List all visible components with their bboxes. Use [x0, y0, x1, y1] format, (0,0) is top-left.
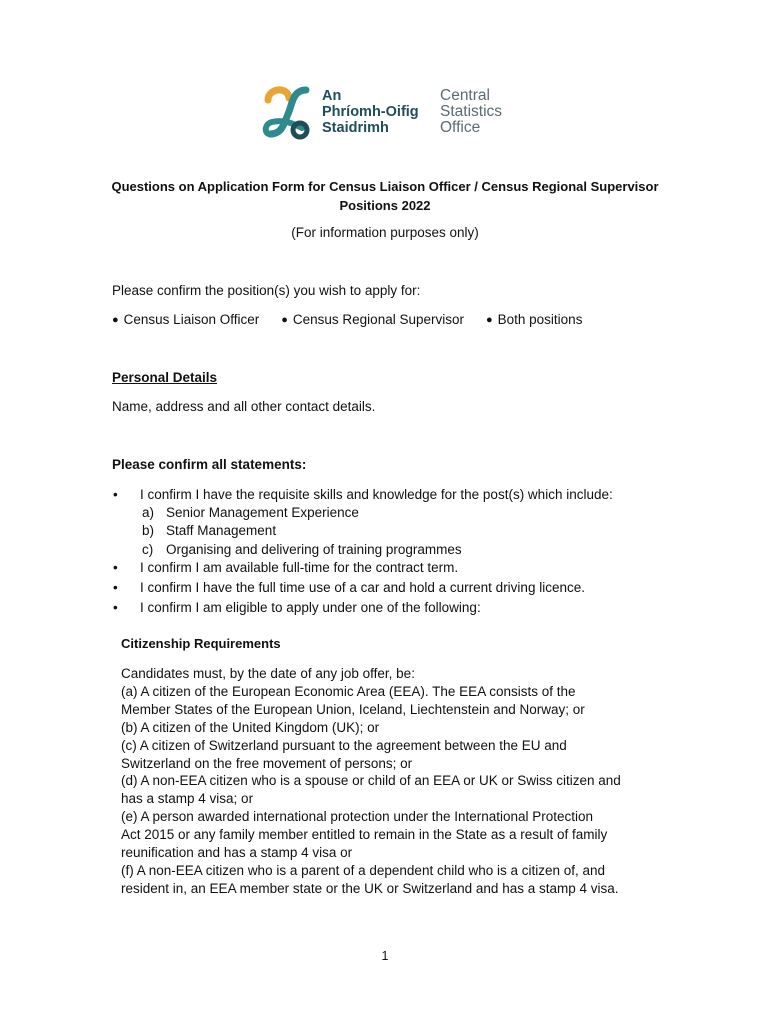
option-marker-icon: ● [112, 313, 119, 326]
option-label: Both positions [497, 312, 583, 327]
statement-text: I confirm I have the full time use of a car and hold a current driving licence. [140, 580, 585, 596]
position-prompt: Please confirm the position(s) you wish to apply for: [112, 283, 421, 298]
statement-item [113, 559, 713, 577]
citizenship-line: (e) A person awarded international protection under the International Protection [121, 809, 594, 825]
citizenship-line: resident in, an EEA member state or the UK or Switzerland and has a stamp 4 visa. [121, 880, 619, 896]
option-census-regional-supervisor[interactable] [281, 312, 464, 327]
citizenship-line: reunification and has a stamp 4 visa or [121, 845, 353, 861]
bullet-icon: • [113, 487, 118, 502]
position-options [112, 312, 582, 327]
bullet-icon: • [113, 600, 118, 616]
logo-irish-line: Staidrimh [322, 120, 389, 136]
statement-sub-item [113, 541, 713, 559]
citizenship-line: Candidates must, by the date of any job offer, be: [121, 666, 415, 681]
logo-english-line: Central [440, 87, 490, 104]
citizenship-line: (d) A non-EEA citizen who is a spouse or child of an EEA or UK or Swiss citizen and [121, 773, 621, 789]
bullet-icon: • [113, 580, 118, 596]
title-line: Positions 2022 [339, 198, 431, 213]
citizenship-line: (f) A non-EEA citizen who is a parent of a dependent child who is a citizen of, and [121, 862, 606, 878]
statement-sub-item [113, 522, 713, 540]
logo-irish-line: Phríomh-Oifig [322, 104, 419, 120]
statements-list [113, 486, 713, 617]
option-marker-icon: ● [281, 313, 288, 326]
option-both-positions[interactable] [486, 312, 582, 327]
sub-item-label: c) [142, 541, 154, 557]
citizenship-line: Member States of the European Union, Iceland, Liechtenstein and Norway; or [121, 701, 585, 717]
sub-item-text: Senior Management Experience [166, 505, 359, 521]
sub-item-text: Organising and delivering of training programmes [166, 541, 462, 557]
statement-text: I confirm I have the requisite skills and knowledge for the post(s) which include: [140, 487, 613, 502]
citizenship-line: Act 2015 or any family member entitled to remain in the State as a result of family [121, 827, 608, 843]
citizenship-heading: Citizenship Requirements [121, 636, 281, 651]
logo-irish-text [322, 88, 419, 136]
sub-item-text: Staff Management [166, 523, 277, 539]
document-title [60, 177, 710, 215]
statement-item [113, 599, 713, 617]
logo-english-text [440, 88, 502, 136]
option-label: Census Regional Supervisor [292, 312, 464, 327]
citizenship-line: has a stamp 4 visa; or [121, 791, 254, 807]
logo-irish-line: An [322, 88, 342, 104]
citizenship-line: (c) A citizen of Switzerland pursuant to the agreement between the EU and [121, 737, 567, 753]
cso-logo-mark-icon [262, 84, 314, 140]
option-census-liaison-officer[interactable] [112, 312, 259, 327]
option-marker-icon: ● [485, 313, 493, 326]
title-line: Questions on Application Form for Census Liaison Officer / Census Regional Supervisor [111, 179, 659, 194]
citizenship-line: (b) A citizen of the United Kingdom (UK); or [121, 719, 380, 735]
statement-item [113, 486, 713, 504]
statement-sub-item [113, 504, 713, 522]
bullet-icon: • [113, 559, 118, 575]
sub-item-label: b) [142, 523, 155, 539]
statement-text: I confirm I am available full-time for the contract term. [140, 559, 459, 575]
page-number: 1 [381, 949, 389, 963]
personal-details-text: Name, address and all other contact details. [112, 399, 376, 414]
citizenship-line: Switzerland on the free movement of persons; or [121, 755, 413, 771]
personal-details-heading: Personal Details [112, 370, 218, 385]
statement-item [113, 579, 713, 597]
logo-english-line: Statistics [440, 103, 503, 120]
sub-item-label: a) [142, 505, 155, 521]
logo-english-line: Office [440, 119, 481, 136]
document-subtitle: (For information purposes only) [291, 225, 479, 240]
statement-text: I confirm I am eligible to apply under one of the following: [140, 600, 481, 616]
citizenship-line: (a) A citizen of the European Economic Area (EEA). The EEA consists of the [121, 683, 576, 699]
statements-heading: Please confirm all statements: [112, 457, 307, 472]
citizenship-text [121, 665, 661, 898]
option-label: Census Liaison Officer [123, 312, 260, 327]
